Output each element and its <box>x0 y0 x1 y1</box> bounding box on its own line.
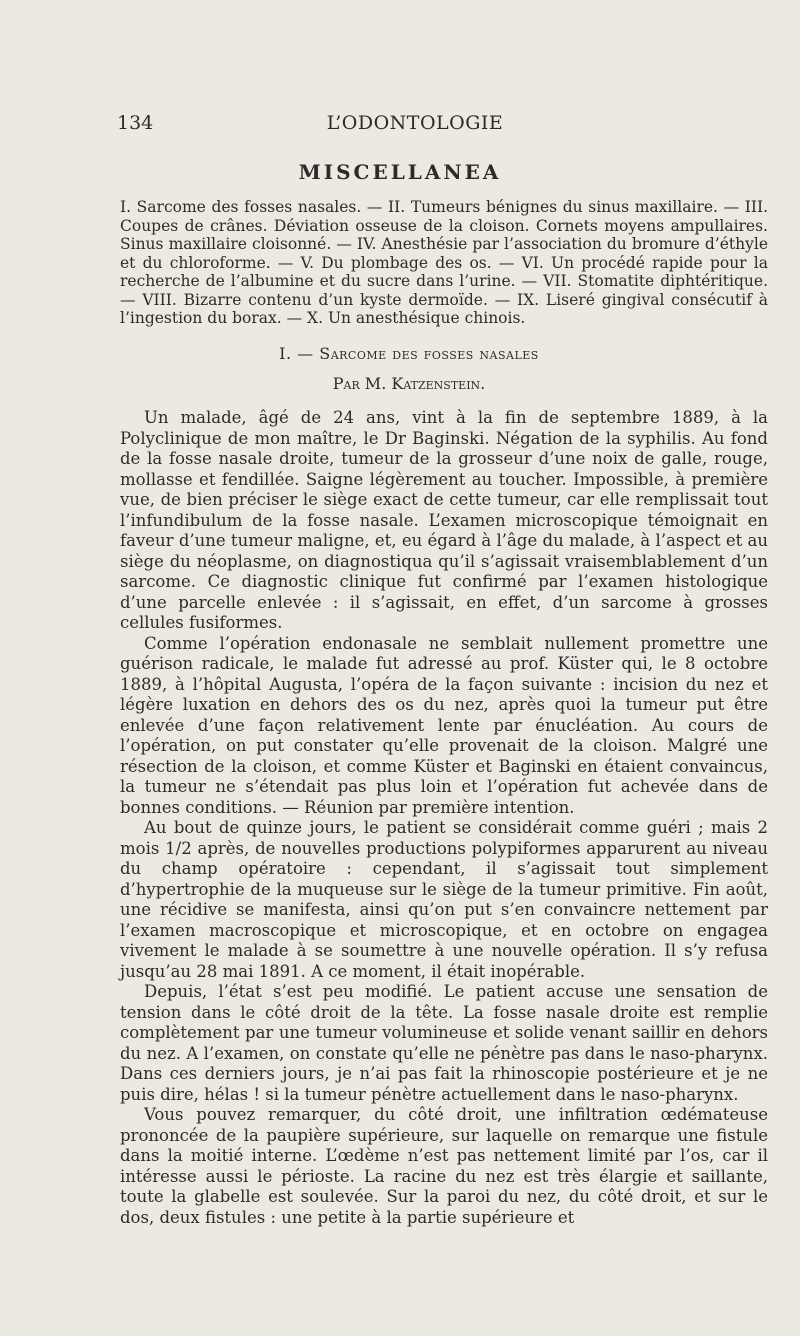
paragraph: Vous pouvez remarquer, du côté droit, une infiltration œdémateuse prononcée de la paupière supérieure, sur laquelle on remarque une fistule dans la moitié interne. L’œdème n’est pas nettement limité par l’os, car il intéresse aussi le périoste. La racine du nez est très élargie et saillante, toute la glabelle est soulevée. Sur la paroi du nez, du côté droit, et sur le dos, deux fistules : une petite à la partie supérieure et <box>120 1105 768 1227</box>
running-head <box>0 112 800 142</box>
paragraph: Un malade, âgé de 24 ans, vint à la fin de septembre 1889, à la Polyclinique de mon maître, le Dr Baginski. Négation de la syphilis. Au fond de la fosse nasale droite, tumeur de la grosseur d’une noix de galle, rouge, mollasse et fendillée. Saigne légèrement au toucher. Impossible, à première vue, de bien préciser le siège exact de cette tumeur, car elle remplissait tout l’infundibulum de la fosse nasale. L’examen microscopique témoignait en faveur d’une tumeur maligne, et, eu égard à l’âge du malade, à l’aspect et au siège du néoplasme, on diagnostiqua qu’il s’agissait vraisemblablement d’un sarcome. Ce diagnostic clinique fut confirmé par l’examen histologique d’une parcelle enlevée : il s’agissait, en effet, d’un sarcome à grosses cellules fusiformes. <box>120 408 768 632</box>
article-byline: Par M. Katzenstein. <box>332 374 486 393</box>
running-title: L’ODONTOLOGIE <box>326 112 504 134</box>
contents-summary: I. Sarcome des fosses nasales. — II. Tumeurs bénignes du sinus maxillaire. — III. Coupes de crânes. Déviation osseuse de la cloison. Cornets moyens ampullaires. Sinus maxillaire cloisonné. — IV. Anesthésie par l’association du bromure d’éthyle et du chloroforme. — V. Du plombage des os. — VI. Un procédé rapide pour la recherche de l’albumine et du sucre dans l’urine. — VII. Stomatite diphtéritique. — VIII. Bizarre contenu d’un kyste dermoïde. — IX. Liseré gingival consécutif à l’ingestion du borax. — X. Un anesthésique chinois. <box>120 198 768 327</box>
section-heading: MISCELLANEA <box>298 160 502 184</box>
page-number: 134 <box>117 112 154 134</box>
paragraph: Depuis, l’état s’est peu modifié. Le patient accuse une sensation de tension dans le côté droit de la tête. La fosse nasale droite est remplie complètement par une tumeur volumineuse et solide venant saillir en dehors du nez. A l’examen, on constate qu’elle ne pénètre pas dans le naso-pharynx. Dans ces derniers jours, je n’ai pas fait la rhinoscopie postérieure et je ne puis dire, hélas ! si la tumeur pénètre actuellement dans le naso-pharynx. <box>120 982 768 1104</box>
paragraph: Comme l’opération endonasale ne semblait nullement promettre une guérison radicale, le malade fut adressé au prof. Küster qui, le 8 octobre 1889, à l’hôpital Augusta, l’opéra de la façon suivante : incision du nez et légère luxation en dehors des os du nez, après quoi la tumeur put être enlevée d’une façon relativement lente par énucléation. Au cours de l’opération, on put constater qu’elle provenait de la cloison. Malgré une résection de la cloison, et comme Küster et Baginski en étaient convaincus, la tumeur ne s’étendait pas plus loin et l’opération fut achevée dans de bonnes conditions. — Réunion par première intention. <box>120 633 768 817</box>
paragraph: Au bout de quinze jours, le patient se considérait comme guéri ; mais 2 mois 1/2 après, de nouvelles productions polypiformes apparurent au niveau du champ opératoire : cependant, il s’agissait tout simplement d’hypertrophie de la muqueuse sur le siège de la tumeur primitive. Fin août, une récidive se manifesta, ainsi qu’on put s’en convaincre nettement par l’examen macroscopique et microscopique, et en octobre on engagea vivement le malade à se soumettre à une nouvelle opération. Il s’y refusa jusqu’au 28 mai 1891. A ce moment, il était inopérable. <box>120 818 768 981</box>
article-title: I. — Sarcome des fosses nasales <box>279 344 539 363</box>
article-body <box>120 408 768 1228</box>
